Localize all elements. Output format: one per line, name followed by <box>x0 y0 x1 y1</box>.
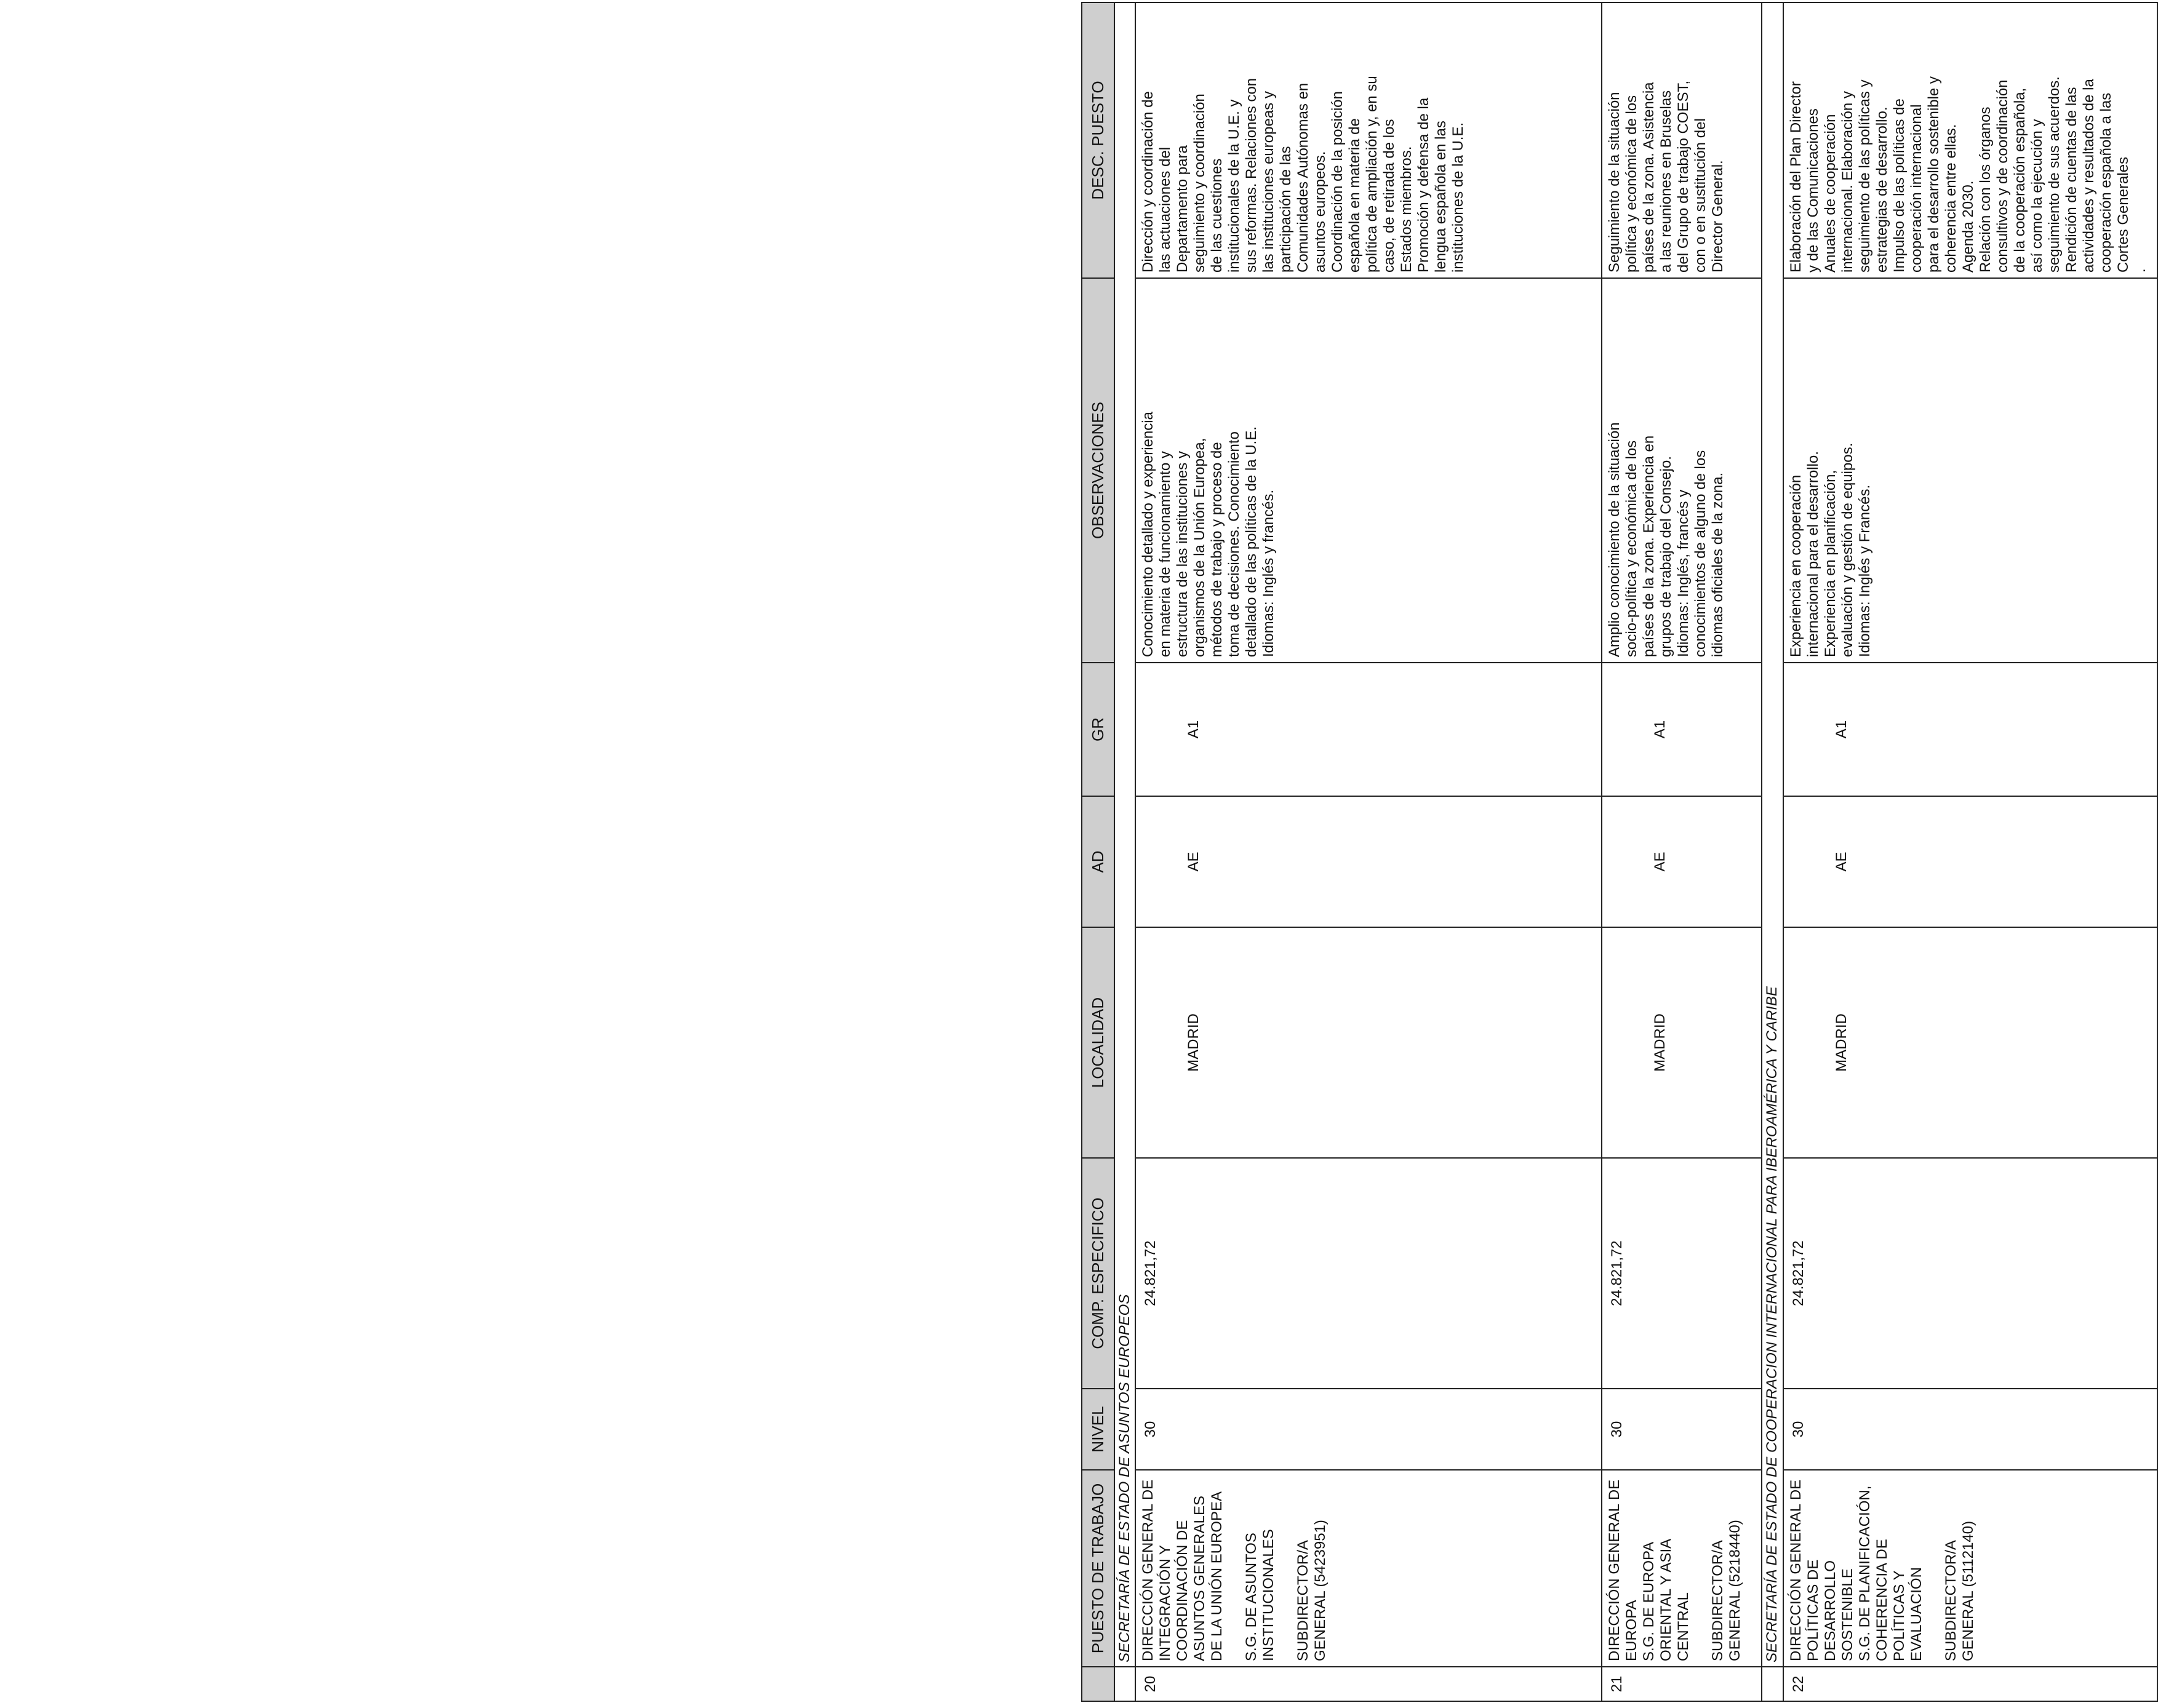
puesto-cell <box>1602 1470 1762 1667</box>
header-localidad: LOCALIDAD <box>1082 927 1114 1158</box>
desc-cell <box>1135 2 1602 278</box>
ad-cell: AE <box>1602 796 1762 927</box>
row-number: 22 <box>1783 1667 2157 1701</box>
desc-cell <box>1602 2 1762 278</box>
gr-cell: A1 <box>1602 663 1762 796</box>
puesto-position: SUBDIRECTOR/A GENERAL (5423951) <box>1294 1520 1329 1661</box>
table-row <box>1783 2 2157 1701</box>
ad-cell: AE <box>1783 796 2157 927</box>
section-num-cell <box>1762 1667 1783 1701</box>
section-title: SECRETARÍA DE ESTADO DE ASUNTOS EUROPEOS <box>1114 2 1135 1667</box>
observaciones-cell <box>1135 278 1602 663</box>
header-puesto: PUESTO DE TRABAJO <box>1082 1470 1114 1667</box>
ad-cell: AE <box>1135 796 1602 927</box>
localidad-cell: MADRID <box>1783 927 2157 1158</box>
row-number: 20 <box>1135 1667 1602 1701</box>
job-positions-table <box>1081 2 2158 1702</box>
header-gr: GR <box>1082 663 1114 796</box>
header-nivel: NIVEL <box>1082 1389 1114 1470</box>
section-row <box>1762 2 1783 1701</box>
header-ad: AD <box>1082 796 1114 927</box>
nivel-cell: 30 <box>1135 1389 1602 1470</box>
rotated-table-container <box>1081 3 2158 1702</box>
desc-text: Elaboración del Plan Director y de las Comunicaciones Anuales de cooperación internacional. Elaboración y seguimiento de las políticas y estrategias de desarrollo. Impulso de las políticas de cooperación internacional para el desarrollo sostenible y coherencia entre ellas. Agenda 2030. Relación con los órganos consultivos y de coordinación de la cooperación española, así como la ejecución y seguimiento de sus acuerdos. Rendición de cuentas de las actividades y resultados de la cooperación española a las Cortes Generales . <box>1787 76 2149 273</box>
row-number: 21 <box>1602 1667 1762 1701</box>
puesto-cell <box>1135 1470 1602 1667</box>
observaciones-cell <box>1602 278 1762 663</box>
header-observaciones: OBSERVACIONES <box>1082 278 1114 663</box>
observaciones-text: Experiencia en cooperación internacional para el desarrollo. Experiencia en planificación, evaluación y gestión de equipos. Idiomas: Inglés y Francés. <box>1787 442 1873 657</box>
header-row <box>1082 2 1114 1701</box>
section-num-cell <box>1114 1667 1135 1701</box>
comp-cell: 24.821,72 <box>1135 1158 1602 1389</box>
table-row <box>1602 2 1762 1701</box>
gr-cell: A1 <box>1783 663 2157 796</box>
comp-cell: 24.821,72 <box>1602 1158 1762 1389</box>
header-desc: DESC. PUESTO <box>1082 2 1114 278</box>
table-row <box>1135 2 1602 1701</box>
desc-text: Seguimiento de la situación política y económica de los países de la zona. Asistencia a las reuniones en Bruselas del Grupo de trabajo COEST, con o en sustitución del Director General. <box>1605 80 1726 273</box>
observaciones-cell <box>1783 278 2157 663</box>
desc-cell <box>1783 2 2157 278</box>
observaciones-text: Conocimiento detallado y experiencia en materia de funcionamiento y estructura de las instituciones y organismos de la Unión Europea, métodos de trabajo y proceso de toma de decisiones. Conocimiento detallado de las políticas de la U.E. Idiomas: Inglés y francés. <box>1139 412 1277 657</box>
localidad-cell: MADRID <box>1135 927 1602 1158</box>
puesto-direction: DIRECCIÓN GENERAL DE POLÍTICAS DE DESARROLLO SOSTENIBLE S.G. DE PLANIFICACIÓN, COHERENCIA DE POLÍTICAS Y EVALUACIÓN <box>1787 1479 1925 1661</box>
puesto-direction: DIRECCIÓN GENERAL DE EUROPA S.G. DE EUROPA ORIENTAL Y ASIA CENTRAL <box>1605 1479 1692 1661</box>
comp-cell: 24.821,72 <box>1783 1158 2157 1389</box>
section-row <box>1114 2 1135 1701</box>
puesto-direction: DIRECCIÓN GENERAL DE INTEGRACIÓN Y COORDINACIÓN DE ASUNTOS GENERALES DE LA UNIÓN EUROPEA <box>1139 1479 1225 1661</box>
header-comp: COMP. ESPECIFICO <box>1082 1158 1114 1389</box>
localidad-cell: MADRID <box>1602 927 1762 1158</box>
nivel-cell: 30 <box>1783 1389 2157 1470</box>
section-title: SECRETARÍA DE ESTADO DE COOPERACION INTERNACIONAL PARA IBEROAMÉRICA Y CARIBE <box>1762 2 1783 1667</box>
header-num <box>1082 1667 1114 1701</box>
puesto-subdirectorate: S.G. DE ASUNTOS INSTITUCIONALES <box>1242 1529 1277 1661</box>
gr-cell: A1 <box>1135 663 1602 796</box>
puesto-position: SUBDIRECTOR/A GENERAL (5112140) <box>1942 1520 1976 1661</box>
desc-text: Dirección y coordinación de las actuaciones del Departamento para seguimiento y coordinación de las cuestiones institucionales de la U.E. y sus reformas. Relaciones con las instituciones europeas y participación de las Comunidades Autónomas en asuntos europeos. Coordinación de la posición española en materia de política de ampliación y, en su caso, de retirada de los Estados miembros. Promoción y defensa de la lengua española en las instituciones de la U.E. <box>1139 76 1466 273</box>
puesto-cell <box>1783 1470 2157 1667</box>
nivel-cell: 30 <box>1602 1389 1762 1470</box>
puesto-position: SUBDIRECTOR/A GENERAL (5218440) <box>1709 1520 1743 1661</box>
observaciones-text: Amplio conocimiento de la situación socio-política y económica de los países de la zona. Experiencia en grupos de trabajo del Consejo. Idiomas: Inglés, francés y conocimientos de alguno de los idiomas oficiales de la zona. <box>1605 422 1726 657</box>
